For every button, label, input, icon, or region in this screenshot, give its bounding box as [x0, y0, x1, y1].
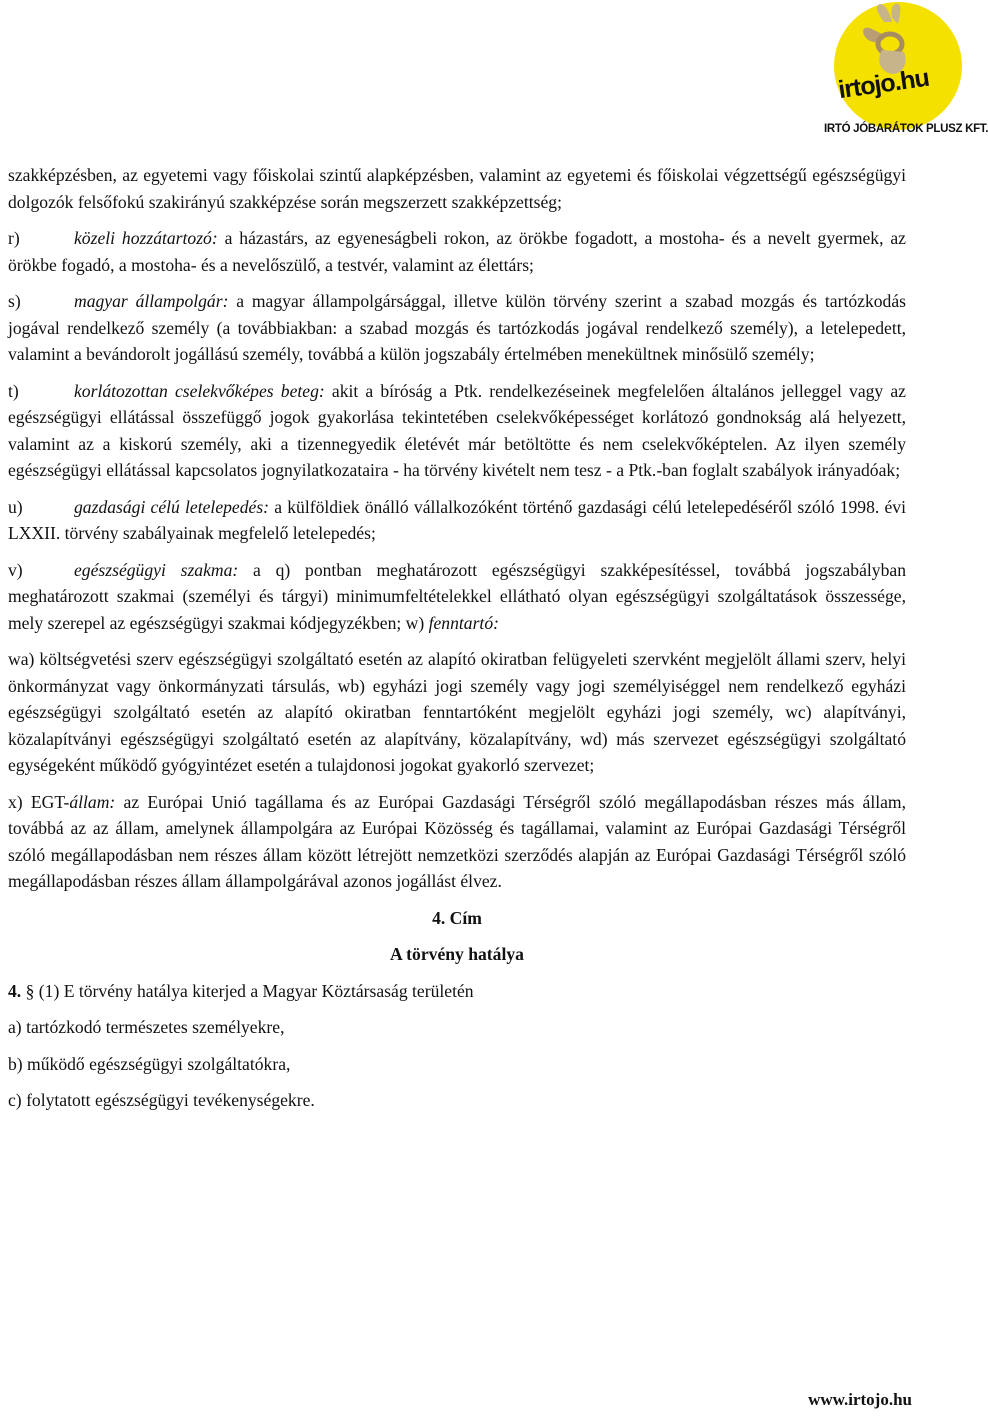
item-label: u) — [8, 496, 23, 517]
section-title: A törvény hatálya — [390, 944, 524, 964]
section-4-intro — [8, 978, 906, 1005]
footer-url: www.irtojo.hu — [808, 1389, 912, 1409]
definition-wa: wa) költségvetési szerv egészségügyi szolgáltató esetén az alapító okiratban felügyeleti szervként megjelölt állami szerv, helyi önkormányzat vagy önkormányzati társulás, wb) egyházi jogi személy vagy jogi személyiséggel nem rendelkező egyházi egészségügyi szolgáltató esetén az alapító okiratban fenntartóként megjelölt egyházi jogi személy, wc) alapítványi, közalapítványi egészségügyi szolgáltató esetén az alapítvány, közalapítvány, wd) más szervezet egészségügyi szolgáltató egységeként működő gyógyintézet esetén a tulajdonosi jogokat gyakorló szervezet; — [8, 649, 906, 775]
paragraph-symbol: § — [25, 980, 35, 1001]
definition-text: az Európai Unió tagállama és az Európai Gazdasági Térségről szóló megállapodásban részes más állam, továbbá az az állam, amelynek állampolgára az Európai Közösség és tagállamai, valamint az Európai Gazdasági Térségről szóló megállapodásban nem részes állam között létrejött nemzetközi szerződés alapján az Európai Gazdasági Térségről szóló megállapodásban részes állam állampolgárával azonos jogállást élvez. — [8, 791, 907, 891]
logo-caption: IRTÓ JÓBARÁTOK PLUSZ KFT. — [824, 123, 988, 135]
definition-text: akit a bíróság a Ptk. rendelkezéseinek megfelelően általános jelleggel vagy az egészségügyi ellátással összefüggő jogok gyakorlása tekintetében cselekvőképességet korlátozó gondnokság alá helyezett, valamint az a kiskorú személy, aki a tizennegyedik életévét már betöltötte és nem cselekvőképtelen. Az ilyen személy egészségügyi ellátással kapcsolatos jognyilatkozataira - ha törvény kivételt nem tesz - a Ptk.-ban foglalt szabályok irányadóak; — [8, 380, 906, 480]
section-text: (1) E törvény hatálya kiterjed a Magyar Köztársaság területén — [34, 980, 474, 1001]
item-label: r) — [8, 228, 20, 248]
defined-term: állam: — [69, 791, 116, 812]
definition-v — [8, 557, 906, 637]
item-label: x) EGT- — [8, 791, 70, 812]
defined-term: gazdasági célú letelepedés: — [74, 496, 270, 517]
defined-term: közeli hozzátartozó: — [74, 228, 218, 248]
definition-text: a házastárs, az egyeneságbeli rokon, az örökbe fogadott, a mostoha- és a nevelt gyermek, az örökbe fogadó, a mostoha- és a nevelőszülő, a testvér, valamint az élettárs; — [8, 228, 906, 275]
list-item: a) tartózkodó természetes személyekre, — [8, 1017, 285, 1037]
company-logo — [824, 0, 988, 136]
defined-term-w: fenntartó: — [428, 612, 499, 633]
logo-text: irtojo.hu — [836, 63, 931, 105]
definition-s — [8, 288, 906, 368]
list-item: c) folytatott egészségügyi tevékenységekre. — [8, 1090, 315, 1110]
document-body — [8, 162, 906, 1124]
list-item: b) működő egészségügyi szolgáltatókra, — [8, 1053, 291, 1074]
paragraph-continuation: szakképzésben, az egyetemi vagy főiskolai szintű alapképzésben, valamint az egyetemi és főiskolai végzettségű egészségügyi dolgozók felsőfokú szakirányú szakképzése során megszerzett szakképzettség; — [8, 165, 906, 212]
defined-term: magyar állampolgár: — [74, 291, 229, 311]
definition-u — [8, 494, 906, 547]
section-number: 4. — [8, 980, 22, 1001]
definition-text: a magyar állampolgársággal, illetve külön törvény szerint a szabad mozgás és tartózkodás jogával rendelkező személy (a továbbiakban: a szabad mozgás és tartózkodás jogával rendelkező személy), a letelepedett, valamint a bevándorolt jogállású személy, továbbá a külön jogszabály értelmében menekültnek minősülő személy; — [8, 291, 906, 364]
chapter-heading: 4. Cím — [432, 907, 482, 928]
defined-term: egészségügyi szakma: — [74, 559, 239, 580]
definition-text: a q) pontban meghatározott egészségügyi szakképesítéssel, továbbá jogszabályban meghatározott szakmai (személyi és tárgyi) minimumfeltételekkel ellátható olyan egészségügyi szolgáltatások összessége, mely szerepel az egészségügyi szakmai kódjegyzékben; w) — [8, 559, 906, 633]
item-label: t) — [8, 380, 19, 401]
definition-text: a külföldiek önálló vállalkozóként történő gazdasági célú letelepedéséről szóló 1998. évi LXXII. törvény szabályainak megfelelő letelepedés; — [8, 496, 906, 543]
item-label: v) — [8, 559, 23, 580]
definition-t — [8, 378, 906, 484]
defined-term: korlátozottan cselekvőképes beteg: — [74, 380, 325, 401]
definition-x — [8, 789, 906, 895]
item-label: s) — [8, 291, 21, 311]
definition-r — [8, 225, 906, 278]
